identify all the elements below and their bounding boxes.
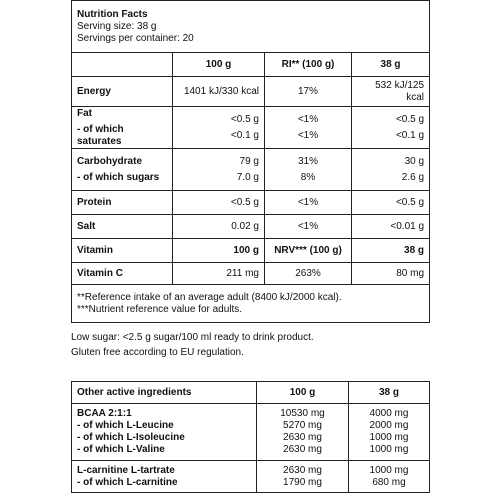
sugars-label: - of which sugars — [77, 171, 160, 183]
fat-ri: <1% — [297, 113, 319, 125]
active-col-100g: 100 g — [257, 382, 349, 404]
col-100g: 100 g — [173, 53, 265, 77]
vitamin-label: Vitamin — [72, 239, 173, 263]
salt-label: Salt — [72, 215, 173, 239]
vitamin-c-nrv: 263% — [265, 263, 352, 285]
serving-size: Serving size: 38 g — [77, 20, 157, 32]
saturates-ri: <1% — [297, 129, 319, 141]
bcaa-100g: 10530 mg — [280, 408, 325, 419]
valine-38g: 1000 mg — [369, 444, 409, 455]
carbohydrate-row — [72, 149, 430, 191]
carbohydrate-38g: 30 g — [404, 155, 425, 167]
active-header-row — [72, 382, 430, 404]
carbohydrate-label: Carbohydrate — [77, 155, 143, 167]
carnitine-38g: 680 mg — [372, 476, 406, 488]
vitamin-c-label: Vitamin C — [72, 263, 173, 285]
vitamin-c-38g: 80 mg — [352, 263, 430, 285]
fat-label: Fat — [77, 107, 92, 119]
valine-label: - of which L-Valine — [77, 444, 165, 455]
carnitine-100g: 1790 mg — [283, 476, 322, 488]
fat-row — [72, 107, 430, 149]
energy-row — [72, 77, 430, 107]
vitamin-col-100g: 100 g — [173, 239, 265, 263]
fat-100g: <0.5 g — [230, 113, 259, 125]
salt-row — [72, 215, 430, 239]
carbohydrate-ri: 31% — [297, 155, 318, 167]
servings-per-container: Servings per container: 20 — [77, 32, 194, 44]
sugars-ri: 8% — [300, 171, 316, 183]
low-sugar-note: Low sugar: <2.5 g sugar/100 ml ready to drink product. — [71, 332, 314, 343]
saturates-100g: <0.1 g — [230, 129, 259, 141]
bcaa-label: BCAA 2:1:1 — [77, 408, 132, 419]
carnitine-tartrate-label: L-carnitine L-tartrate — [77, 464, 175, 476]
leucine-label: - of which L-Leucine — [77, 420, 174, 431]
col-ri: RI** (100 g) — [265, 53, 352, 77]
active-ingredients-table — [71, 381, 430, 493]
saturates-label: - of which saturates — [77, 123, 124, 147]
vitamin-c-row — [72, 263, 430, 285]
column-header-row — [72, 53, 430, 77]
gluten-free-note: Gluten free according to EU regulation. — [71, 347, 244, 358]
bcaa-block — [72, 404, 430, 461]
vitamin-col-nrv: NRV*** (100 g) — [265, 239, 352, 263]
energy-100g: 1401 kJ/330 kcal — [173, 77, 265, 107]
carnitine-block — [72, 461, 430, 493]
saturates-38g: <0.1 g — [395, 129, 425, 141]
nutrition-facts-table — [71, 0, 430, 323]
protein-row — [72, 191, 430, 215]
table-title: Nutrition Facts — [77, 8, 148, 20]
salt-38g: <0.01 g — [352, 215, 430, 239]
sugars-100g: 7.0 g — [236, 171, 259, 183]
protein-38g: <0.5 g — [352, 191, 430, 215]
protein-ri: <1% — [265, 191, 352, 215]
leucine-38g: 2000 mg — [369, 420, 409, 431]
footnote-row — [72, 285, 430, 323]
active-title: Other active ingredients — [72, 382, 257, 404]
carnitine-tartrate-100g: 2630 mg — [283, 464, 322, 476]
protein-100g: <0.5 g — [173, 191, 265, 215]
valine-100g: 2630 mg — [283, 444, 322, 455]
energy-38g: 532 kJ/125 kcal — [352, 77, 430, 107]
col-38g: 38 g — [352, 53, 430, 77]
energy-label: Energy — [72, 77, 173, 107]
footnote-ri: **Reference intake of an average adult (8400 kJ/2000 kcal). — [77, 291, 342, 303]
footnote-nrv: ***Nutrient reference value for adults. — [77, 303, 243, 315]
sugars-38g: 2.6 g — [401, 171, 425, 183]
isoleucine-38g: 1000 mg — [369, 432, 409, 443]
vitamin-col-38g: 38 g — [352, 239, 430, 263]
carbohydrate-100g: 79 g — [239, 155, 259, 167]
salt-ri: <1% — [265, 215, 352, 239]
protein-label: Protein — [72, 191, 173, 215]
leucine-100g: 5270 mg — [283, 420, 322, 431]
energy-ri: 17% — [265, 77, 352, 107]
table-header-block — [72, 1, 430, 53]
carnitine-label: - of which L-carnitine — [77, 476, 178, 488]
bcaa-38g: 4000 mg — [369, 408, 409, 419]
salt-100g: 0.02 g — [173, 215, 265, 239]
fat-38g: <0.5 g — [395, 113, 425, 125]
vitamin-header-row — [72, 239, 430, 263]
isoleucine-100g: 2630 mg — [283, 432, 322, 443]
active-col-38g: 38 g — [349, 382, 430, 404]
isoleucine-label: - of which L-Isoleucine — [77, 432, 185, 443]
vitamin-c-100g: 211 mg — [173, 263, 265, 285]
carnitine-tartrate-38g: 1000 mg — [369, 464, 409, 476]
